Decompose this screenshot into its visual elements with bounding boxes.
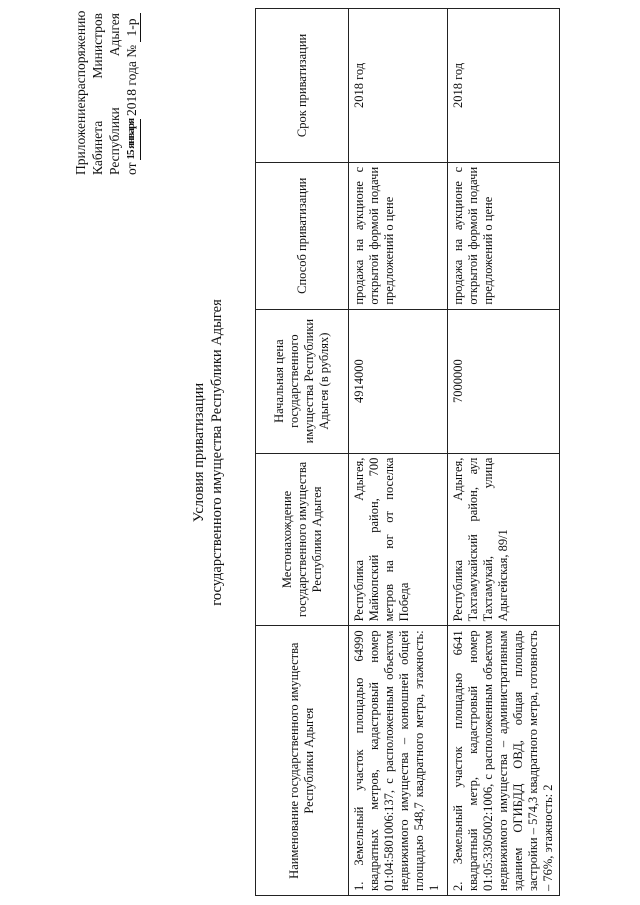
- cell-term: 2018 год: [448, 9, 560, 163]
- appendix-cabinet: Кабинета: [90, 120, 105, 175]
- title-line-1: Условия приватизации: [191, 382, 207, 523]
- table-row: [448, 9, 560, 896]
- appendix-republic: Республики: [107, 107, 122, 175]
- privatization-table: [255, 8, 560, 896]
- header-method: Способ приватизации: [256, 162, 349, 309]
- table-row: [349, 9, 448, 896]
- appendix-date: 15 января: [123, 119, 141, 160]
- table-header-row: [256, 9, 349, 896]
- appendix-word: Приложение: [73, 102, 88, 175]
- appendix-from: от: [124, 162, 139, 175]
- header-name: Наименование государственного имущества Республики Адыгея: [256, 626, 349, 896]
- cell-method: продажа на аукционе с открытой формой подачи предложений о цене: [349, 162, 448, 309]
- cell-method: продажа на аукционе с открытой формой подачи предложений о цене: [448, 162, 560, 309]
- document-title: [190, 0, 226, 905]
- appendix-ministers: Министров: [90, 13, 105, 79]
- cell-price: 7000000: [448, 309, 560, 453]
- cell-name: 2. Земельный участок площадью 6641 квадратный метр, кадастровый номер 01:05:3305002:1006, с расположенным объектом недвижимого имущества – административным зданием ОГИБДД ОВД, общая площадь застройки – 574,3 квадратного метра, готовность – 76%, этажность: 2: [448, 626, 560, 896]
- appendix-number: 1-р: [123, 13, 141, 42]
- cell-term: 2018 год: [349, 9, 448, 163]
- cell-price: 4914000: [349, 309, 448, 453]
- appendix-note: [72, 10, 141, 175]
- appendix-year: 2018 года №: [124, 44, 139, 116]
- appendix-preposition: к: [73, 95, 88, 103]
- title-line-2: государственного имущества Республики Адыгея: [209, 299, 225, 606]
- cell-location: Республика Адыгея, Тахтамукайский район, аул Тахтамукай, улица Адыгейская, 89/1: [448, 453, 560, 626]
- cell-location: Республика Адыгея, Майкопский район, 700 метров на юг от поселка Победа: [349, 453, 448, 626]
- appendix-order-word: распоряжению: [73, 10, 88, 96]
- appendix-adygea: Адыгея: [107, 13, 122, 57]
- header-price: Начальная цена государственного имущества Республики Адыгея (в рублях): [256, 309, 349, 453]
- header-location: Местонахождение государственного имущества Республики Адыгея: [256, 453, 349, 626]
- cell-name: 1. Земельный участок площадью 64990 квадратных метров, кадастровый номер 01:04:5801006:137, с расположенным объектом недвижимого имущества – конюшней общей площадью 548,7 квадратного метра, этажность: 1: [349, 626, 448, 896]
- header-term: Срок приватизации: [256, 9, 349, 163]
